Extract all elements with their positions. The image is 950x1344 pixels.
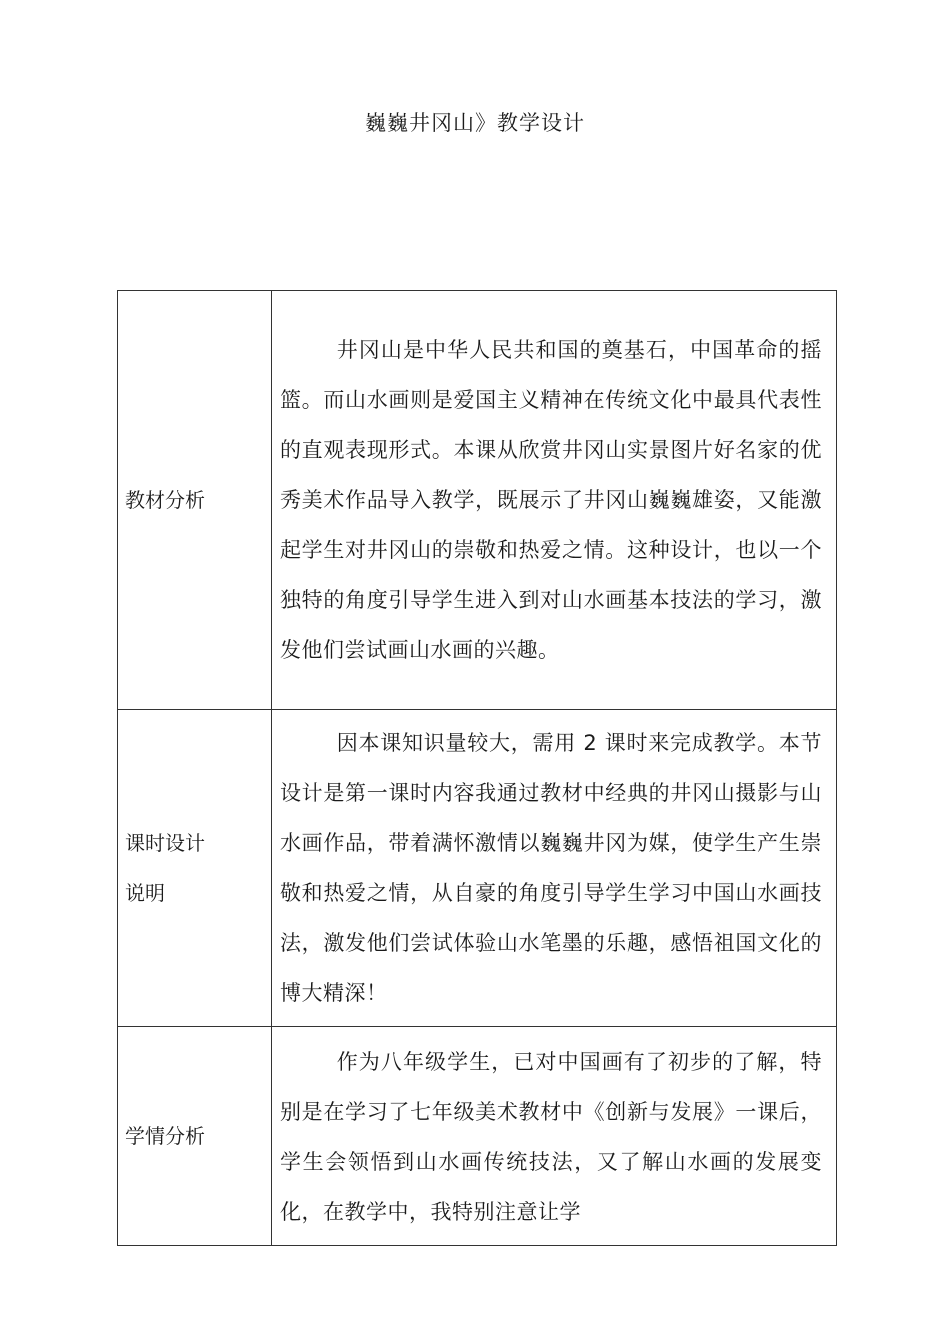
row-label-textbook-analysis	[118, 291, 272, 710]
row-label-text: 学情分析	[125, 1124, 205, 1148]
table-row-student-analysis	[118, 1027, 837, 1246]
table-row-textbook-analysis	[118, 291, 837, 710]
row-label-lesson-period	[118, 710, 272, 1027]
row-content-student-analysis	[272, 1027, 837, 1246]
table-row-lesson-period	[118, 710, 837, 1027]
row-label-student-analysis	[118, 1027, 272, 1246]
lesson-design-table	[117, 290, 837, 1246]
row-content-text: 作为八年级学生，已对中国画有了初步的了解，特别是在学习了七年级美术教材中《创新与发展》一课后，学生会领悟到山水画传统技法，又了解山水画的发展变化，在教学中，我特别注意让学	[280, 1050, 822, 1224]
row-label-text-line2: 说明	[125, 881, 165, 905]
row-content-text: 因本课知识量较大，需用 2 课时来完成教学。本节设计是第一课时内容我通过教材中经典的井冈山摄影与山水画作品，带着满怀激情以巍巍井冈为媒，使学生产生崇敬和热爱之情，从自豪的角度引导学生学习中国山水画技法，激发他们尝试体验山水笔墨的乐趣，感悟祖国文化的博大精深！	[280, 731, 822, 1005]
row-content-text: 井冈山是中华人民共和国的奠基石，中国革命的摇篮。而山水画则是爱国主义精神在传统文化中最具代表性的直观表现形式。本课从欣赏井冈山实景图片好名家的优秀美术作品导入教学，既展示了井冈山巍巍雄姿，又能激起学生对井冈山的崇敬和热爱之情。这种设计，也以一个独特的角度引导学生进入到对山水画基本技法的学习，激发他们尝试画山水画的兴趣。	[280, 338, 822, 662]
document-title: 巍巍井冈山》教学设计	[365, 111, 585, 135]
row-content-lesson-period	[272, 710, 837, 1027]
row-label-text-line1: 课时设计	[125, 831, 205, 855]
row-content-textbook-analysis	[272, 291, 837, 710]
row-label-text: 教材分析	[125, 488, 205, 512]
